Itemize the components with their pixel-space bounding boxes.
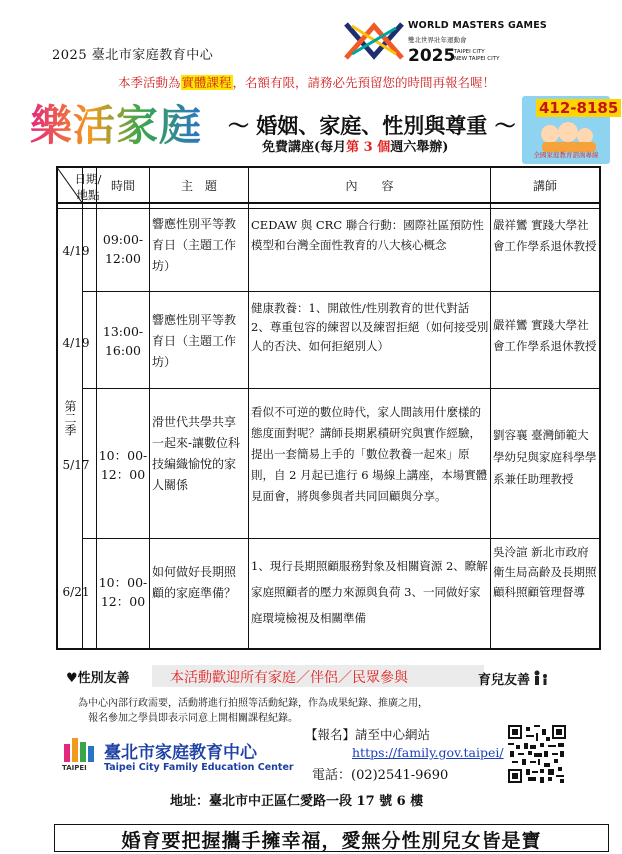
row-date: 5/17 [62,458,90,472]
row-divider [82,388,601,389]
row-divider [82,538,601,539]
subtitle-prefix: 免費講座(每月 [262,140,347,155]
row-content: 健康教養：1、開啟性/性別教育的世代對話 2、尊重包容的練習以及練習拒絕（如何接受別人的否決、如何拒絕別人） [251,301,489,353]
header-date [74,171,102,203]
header-date-text: 日期/地點 [74,172,102,202]
wmg-year: 2025 [408,46,456,66]
main-title: ～ 婚姻、家庭、性別與尊重 ～ [228,113,516,138]
notice-highlight: 實體課程 [181,75,232,90]
header-time: 時間 [110,179,135,193]
row-lecturer: 劉容襄 臺灣師範大學幼兒與家庭科學學系兼任助理教授 [493,428,597,486]
season-label: 第二季 [63,400,77,436]
row-date: 6/21 [62,585,90,599]
parent-friendly-label [478,669,550,688]
row-content: 看似不可逆的數位時代，家人間該用什麼樣的態度面對呢？講師長期累積研究與實作經驗，提出一套簡易上手的「數位教養一起來」原則，自 2 月起已進行 6 場線上講座，本場實體見面會，將與參與者共同回顧與分享。 [251,405,488,503]
registration-link[interactable]: https://family.gov.taipei/ [352,745,504,760]
center-name-en: Taipei City Family Education Center [104,762,294,773]
row-topic: 響應性別平等教育日（主題工作坊） [152,217,237,273]
brand-logo-art [28,96,224,152]
parent-friendly-text: 育兒友善 [478,673,531,688]
col-divider [248,166,249,650]
row-lecturer: 吳泠諠 新北市政府衛生局高齡及長期照顧科照顧管理督導 [493,545,597,599]
wmg-city-2: NEW TAIPEI CITY [454,56,500,62]
header-content: 內 容 [345,179,394,193]
row-lecturer: 嚴祥鸞 實踐大學社會工作學系退休教授 [493,318,597,353]
hotline-caption: 全國家庭教育諮詢專線 [533,151,599,159]
col-divider [149,166,150,650]
photo-note-2: 報名參加之學員即表示同意上開相關課程紀錄。 [88,713,298,724]
row-date: 4/19 [62,336,90,350]
row-time: 10：00-12：00 [98,448,148,482]
subtitle-suffix: 週六舉辦) [390,140,449,155]
subtitle-week: 第 3 個 [346,140,391,155]
col-divider [490,166,491,650]
subtitle [262,136,448,155]
gender-friendly-label: ♥性別友善 [66,671,130,686]
registration-label: 【報名】請至中心網站 [305,727,431,742]
brand-logo [28,96,224,162]
header-rule [56,202,601,204]
address: 地址：臺北市中正區仁愛路一段 17 號 6 樓 [170,794,424,809]
slogan: 婚育要把握攜手擁幸福，愛無分性別兒女皆是寶 [121,830,542,852]
row-time: 13:00-16:00 [102,324,144,358]
row-topic: 響應性別平等教育日（主題工作坊） [152,313,237,369]
wmg-city [454,49,499,63]
org-title: 2025 臺北市家庭教育中心 [52,48,214,63]
welcome-text: 本活動歡迎所有家庭／伴侶／民眾參與 [170,670,408,686]
phone-number: 電話：(02)2541-9690 [312,768,449,783]
header-lecturer: 講師 [532,179,557,193]
center-name: 臺北市家庭教育中心 [104,743,257,763]
notice-prefix: 本季活動為 [118,75,181,90]
wmg-city-1: TAIPEI CITY [454,49,485,55]
header-topic: 主 題 [180,179,217,193]
hotline-number: 412-8185 [536,99,621,117]
family-icon [532,670,550,686]
row-divider [82,291,601,292]
col-divider [82,166,83,650]
row-content: 1、現行長期照顧服務對象及相關資源 2、瞭解家庭照顧者的壓力來源與負荷 3、一同做好家庭環境檢視及相關準備 [251,559,488,625]
notice [118,73,495,91]
row-topic: 滑世代共學共享一起來-讓數位科技編織愉悅的家人關係 [152,415,241,492]
photo-note-1: 為中心內部行政需要，活動將進行拍照等活動紀錄，作為成果紀錄、推廣之用， [78,698,428,709]
row-date: 4/19 [62,244,90,258]
header-rule-2 [56,208,601,209]
wmg-subtitle: 雙北世界壯年運動會 [408,36,467,44]
row-lecturer: 嚴祥鸞 實踐大學社會工作學系退休教授 [493,218,597,253]
taipei-label: TAIPEI [62,764,87,772]
row-time: 10：00-12：00 [98,575,148,609]
brand-text: 樂活家庭 [30,101,203,150]
row-topic: 如何做好長期照顧的家庭準備？ [152,565,237,600]
wmg-title: WORLD MASTERS GAMES [408,20,547,31]
notice-suffix: ，名額有限，請務必先預留您的時間再報名喔！ [232,75,496,90]
row-content: CEDAW 與 CRC 聯合行動：國際社區預防性模型和台灣全面性教育的八大核心概念 [251,218,484,252]
center-logo-icon [60,734,100,766]
qr-code[interactable] [508,725,566,783]
row-time: 09:00-12:00 [102,232,144,266]
